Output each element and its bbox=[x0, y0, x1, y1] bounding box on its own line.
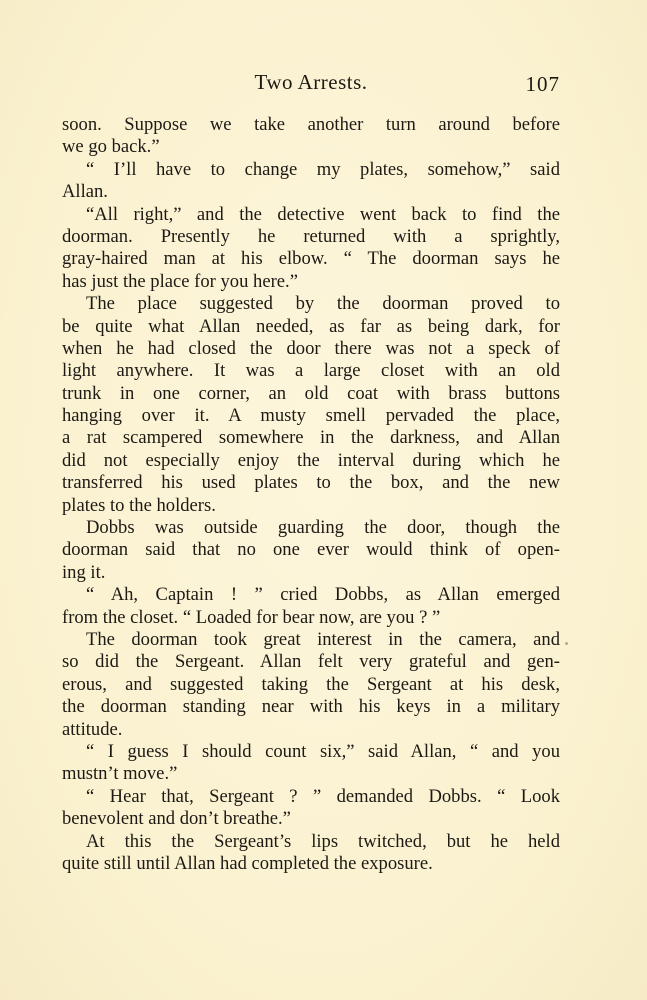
text-line: “ I’ll have to change my plates, somehow,” said bbox=[86, 158, 560, 180]
text-line: The doorman took great interest in the camera, and bbox=[86, 628, 560, 650]
body-text bbox=[62, 114, 560, 875]
text-line: benevolent and don’t breathe.” bbox=[62, 808, 291, 830]
text-line: plates to the holders. bbox=[62, 494, 216, 516]
text-line: At this the Sergeant’s lips twitched, but he held bbox=[86, 830, 560, 852]
text-line: doorman said that no one ever would think of open- bbox=[62, 539, 560, 561]
text-line: be quite what Allan needed, as far as being dark, for bbox=[62, 315, 560, 337]
text-line: hanging over it. A musty smell pervaded the place, bbox=[62, 405, 560, 427]
page-header bbox=[62, 68, 560, 98]
text-line: The place suggested by the doorman proved to bbox=[86, 293, 560, 315]
text-line: ing it. bbox=[62, 561, 106, 583]
paper-speck bbox=[565, 642, 568, 645]
text-line: gray-haired man at his elbow. “ The doorman says he bbox=[62, 248, 560, 270]
text-line: attitude. bbox=[62, 718, 123, 740]
text-line: did not especially enjoy the interval during which he bbox=[62, 449, 560, 471]
text-line: a rat scampered somewhere in the darkness, and Allan bbox=[62, 427, 560, 449]
text-line: when he had closed the door there was not a speck of bbox=[62, 337, 560, 359]
text-line: from the closet. “ Loaded for bear now, are you ? ” bbox=[62, 606, 441, 628]
text-line: doorman. Presently he returned with a sprightly, bbox=[62, 225, 560, 247]
text-line: we go back.” bbox=[62, 136, 160, 158]
text-line: Allan. bbox=[62, 181, 108, 203]
text-line: the doorman standing near with his keys in a military bbox=[62, 696, 560, 718]
text-line: quite still until Allan had completed the exposure. bbox=[62, 852, 433, 874]
text-line: transferred his used plates to the box, and the new bbox=[62, 472, 560, 494]
text-line: soon. Suppose we take another turn around before bbox=[62, 114, 560, 135]
text-line: erous, and suggested taking the Sergeant at his desk, bbox=[62, 673, 560, 695]
text-line: so did the Sergeant. Allan felt very grateful and gen- bbox=[62, 651, 560, 673]
running-head: Two Arrests. bbox=[254, 70, 368, 94]
text-line: Dobbs was outside guarding the door, though the bbox=[86, 517, 560, 539]
text-line: mustn’t move.” bbox=[62, 763, 178, 785]
text-line: light anywhere. It was a large closet with an old bbox=[62, 360, 560, 382]
text-line: “ Ah, Captain ! ” cried Dobbs, as Allan emerged bbox=[86, 584, 560, 606]
page-number: 107 bbox=[525, 72, 560, 96]
text-line: “ Hear that, Sergeant ? ” demanded Dobbs. “ Look bbox=[86, 785, 560, 807]
text-line: trunk in one corner, an old coat with brass buttons bbox=[62, 382, 560, 404]
text-line: “ I guess I should count six,” said Allan, “ and you bbox=[86, 740, 560, 762]
text-line: “All right,” and the detective went back to find the bbox=[86, 203, 560, 225]
text-line: has just the place for you here.” bbox=[62, 270, 298, 292]
